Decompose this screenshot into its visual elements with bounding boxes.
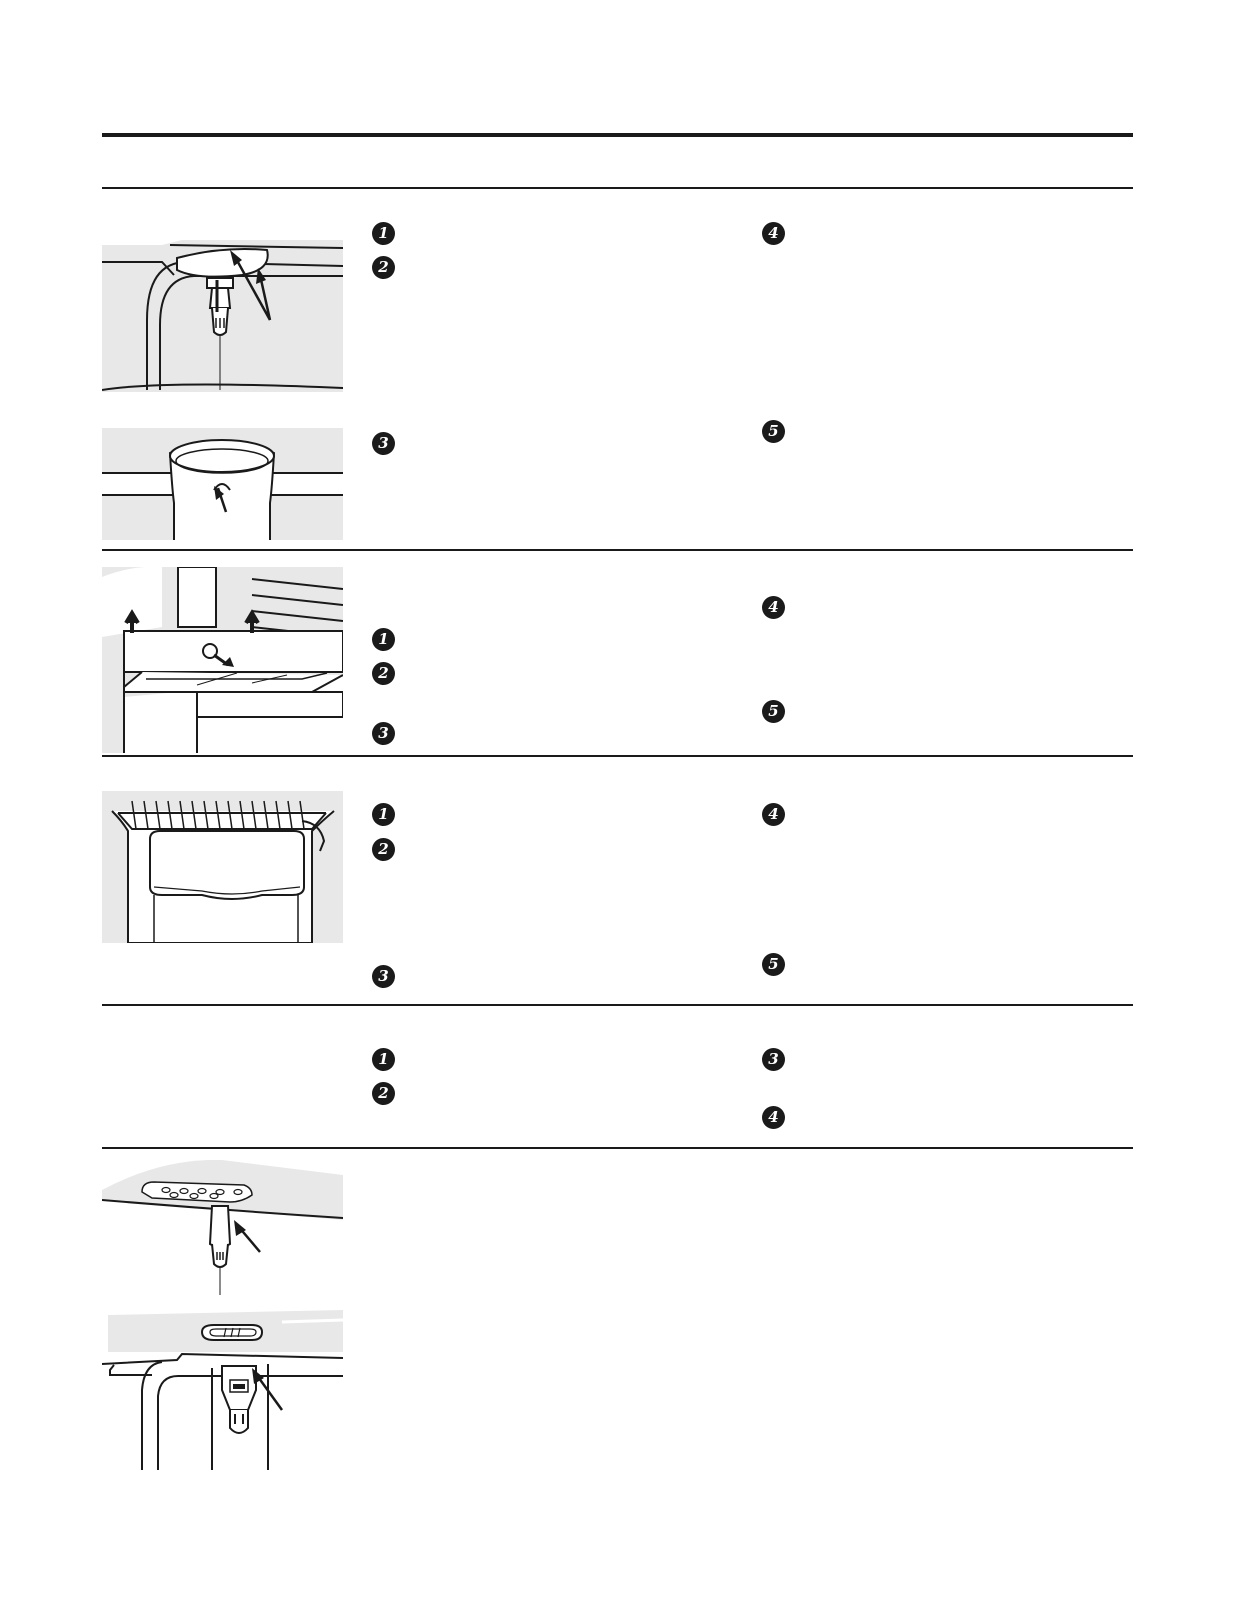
reservoir-illustration [102,428,343,540]
step-badge: 5 [762,953,785,976]
step-badge: 4 [762,222,785,245]
step-badge: 5 [762,700,785,723]
step-badge: 3 [372,722,395,745]
step-badge: 2 [372,838,395,861]
step-badge: 2 [372,662,395,685]
section-divider [102,549,1133,551]
step-badge: 3 [372,965,395,988]
step-badge: 3 [372,432,395,455]
crisper-shelf-illustration [102,567,343,753]
section-divider [102,755,1133,757]
step-badge: 2 [372,256,395,279]
header-rule [102,133,1133,137]
section-divider [102,187,1133,189]
step-badge: 1 [372,1048,395,1071]
step-badge: 1 [372,222,395,245]
step-badge: 5 [762,420,785,443]
shelf-bin-illustration [102,791,343,943]
section-divider [102,1004,1133,1006]
step-badge: 2 [372,1082,395,1105]
section-divider [102,1147,1133,1149]
dispenser-bracket-illustration [102,1310,343,1470]
step-badge: 3 [762,1048,785,1071]
dispenser-cover-illustration [102,240,343,392]
step-badge: 4 [762,596,785,619]
step-badge: 4 [762,803,785,826]
dispenser-nozzle-illustration [102,1160,343,1295]
step-badge: 1 [372,803,395,826]
step-badge: 1 [372,628,395,651]
step-badge: 4 [762,1106,785,1129]
